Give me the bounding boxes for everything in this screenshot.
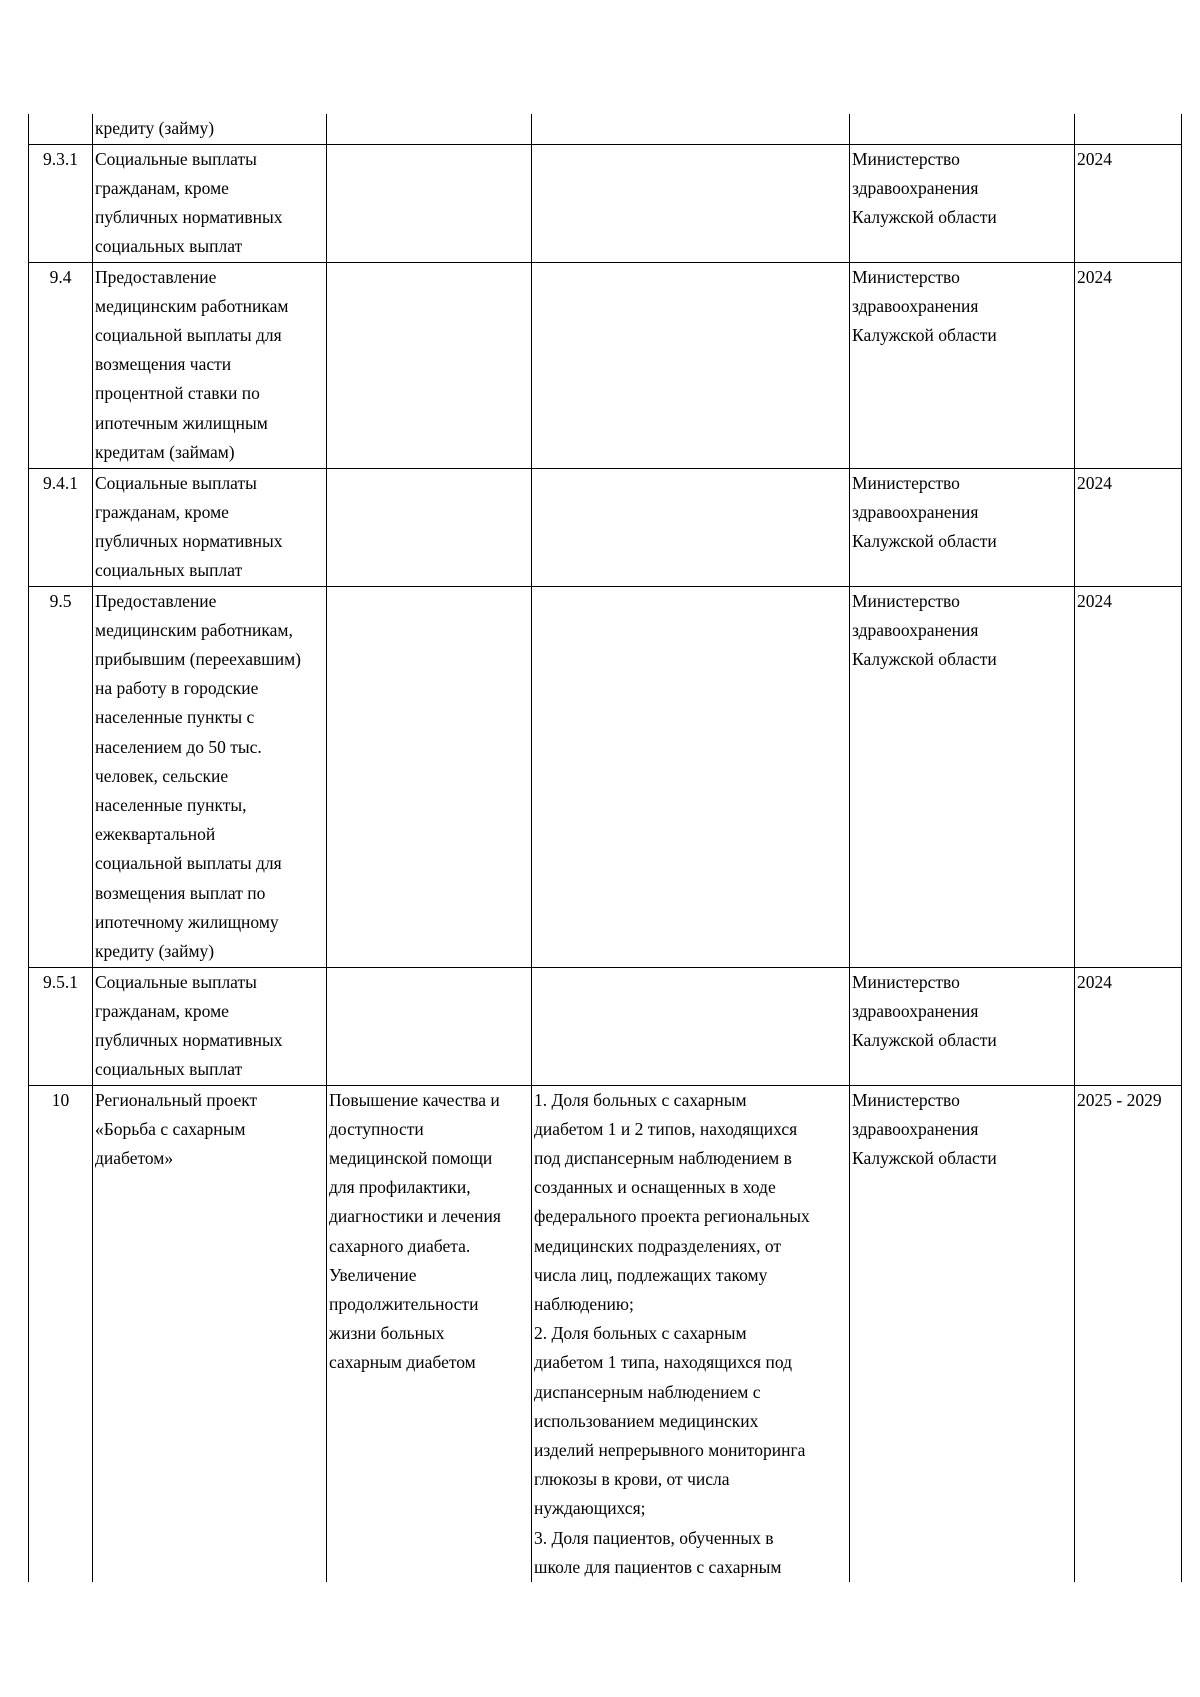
measure-name: Социальные выплаты гражданам, кроме публичных нормативных социальных выплат: [93, 468, 327, 586]
period-cell: [1075, 114, 1182, 144]
responsible-cell: Министерство здравоохранения Калужской области: [850, 586, 1075, 967]
measure-name: Предоставление медицинским работникам, прибывшим (переехавшим) на работу в городские населенные пункты с населением до 50 тыс. человек, сельские населенные пункты, ежеквартальной социальной выплаты для возмещения выплат по ипотечному жилищному кредиту (займу): [93, 586, 327, 967]
responsible-cell: [850, 114, 1075, 144]
period-cell: 2024: [1075, 586, 1182, 967]
row-number: 9.4: [29, 262, 93, 468]
indicators-cell: [532, 967, 850, 1085]
table-row: [29, 967, 1182, 1085]
task-cell: Повышение качества и доступности медицинской помощи для профилактики, диагностики и лечения сахарного диабета. Увеличение продолжительности жизни больных сахарным диабетом: [327, 1085, 532, 1582]
responsible-cell: Министерство здравоохранения Калужской области: [850, 967, 1075, 1085]
row-number: 10: [29, 1085, 93, 1582]
measure-name: Социальные выплаты гражданам, кроме публичных нормативных социальных выплат: [93, 144, 327, 262]
program-table: [28, 114, 1182, 1582]
indicators-cell: [532, 468, 850, 586]
indicators-cell: [532, 144, 850, 262]
measure-name: Предоставление медицинским работникам социальной выплаты для возмещения части процентной ставки по ипотечным жилищным кредитам (займам): [93, 262, 327, 468]
period-cell: 2024: [1075, 468, 1182, 586]
indicators-cell: [532, 586, 850, 967]
period-cell: 2025 - 2029: [1075, 1085, 1182, 1582]
measure-name: Региональный проект «Борьба с сахарным диабетом»: [93, 1085, 327, 1582]
period-cell: 2024: [1075, 967, 1182, 1085]
table-row: [29, 144, 1182, 262]
responsible-cell: Министерство здравоохранения Калужской области: [850, 468, 1075, 586]
indicators-cell: [532, 262, 850, 468]
period-cell: 2024: [1075, 144, 1182, 262]
task-cell: [327, 586, 532, 967]
row-number: 9.5: [29, 586, 93, 967]
measure-name: Социальные выплаты гражданам, кроме публичных нормативных социальных выплат: [93, 967, 327, 1085]
task-cell: [327, 144, 532, 262]
responsible-cell: Министерство здравоохранения Калужской области: [850, 262, 1075, 468]
table-row: [29, 468, 1182, 586]
table-row: [29, 114, 1182, 144]
table-row: [29, 262, 1182, 468]
row-number: 9.4.1: [29, 468, 93, 586]
indicators-cell: [532, 114, 850, 144]
measure-name: кредиту (займу): [93, 114, 327, 144]
task-cell: [327, 262, 532, 468]
task-cell: [327, 114, 532, 144]
indicators-cell: 1. Доля больных с сахарным диабетом 1 и 2 типов, находящихся под диспансерным наблюдением в созданных и оснащенных в ходе федерального проекта региональных медицинских подразделениях, от числа лиц, подлежащих такому наблюдению; 2. Доля больных с сахарным диабетом 1 типа, находящихся под диспансерным наблюдением с использованием медицинских изделий непрерывного мониторинга глюкозы в крови, от числа нуждающихся; 3. Доля пациентов, обученных в школе для пациентов с сахарным: [532, 1085, 850, 1582]
task-cell: [327, 468, 532, 586]
table-row: [29, 586, 1182, 967]
period-cell: 2024: [1075, 262, 1182, 468]
row-number: [29, 114, 93, 144]
task-cell: [327, 967, 532, 1085]
row-number: 9.3.1: [29, 144, 93, 262]
responsible-cell: Министерство здравоохранения Калужской области: [850, 1085, 1075, 1582]
row-number: 9.5.1: [29, 967, 93, 1085]
responsible-cell: Министерство здравоохранения Калужской области: [850, 144, 1075, 262]
table-row: [29, 1085, 1182, 1582]
